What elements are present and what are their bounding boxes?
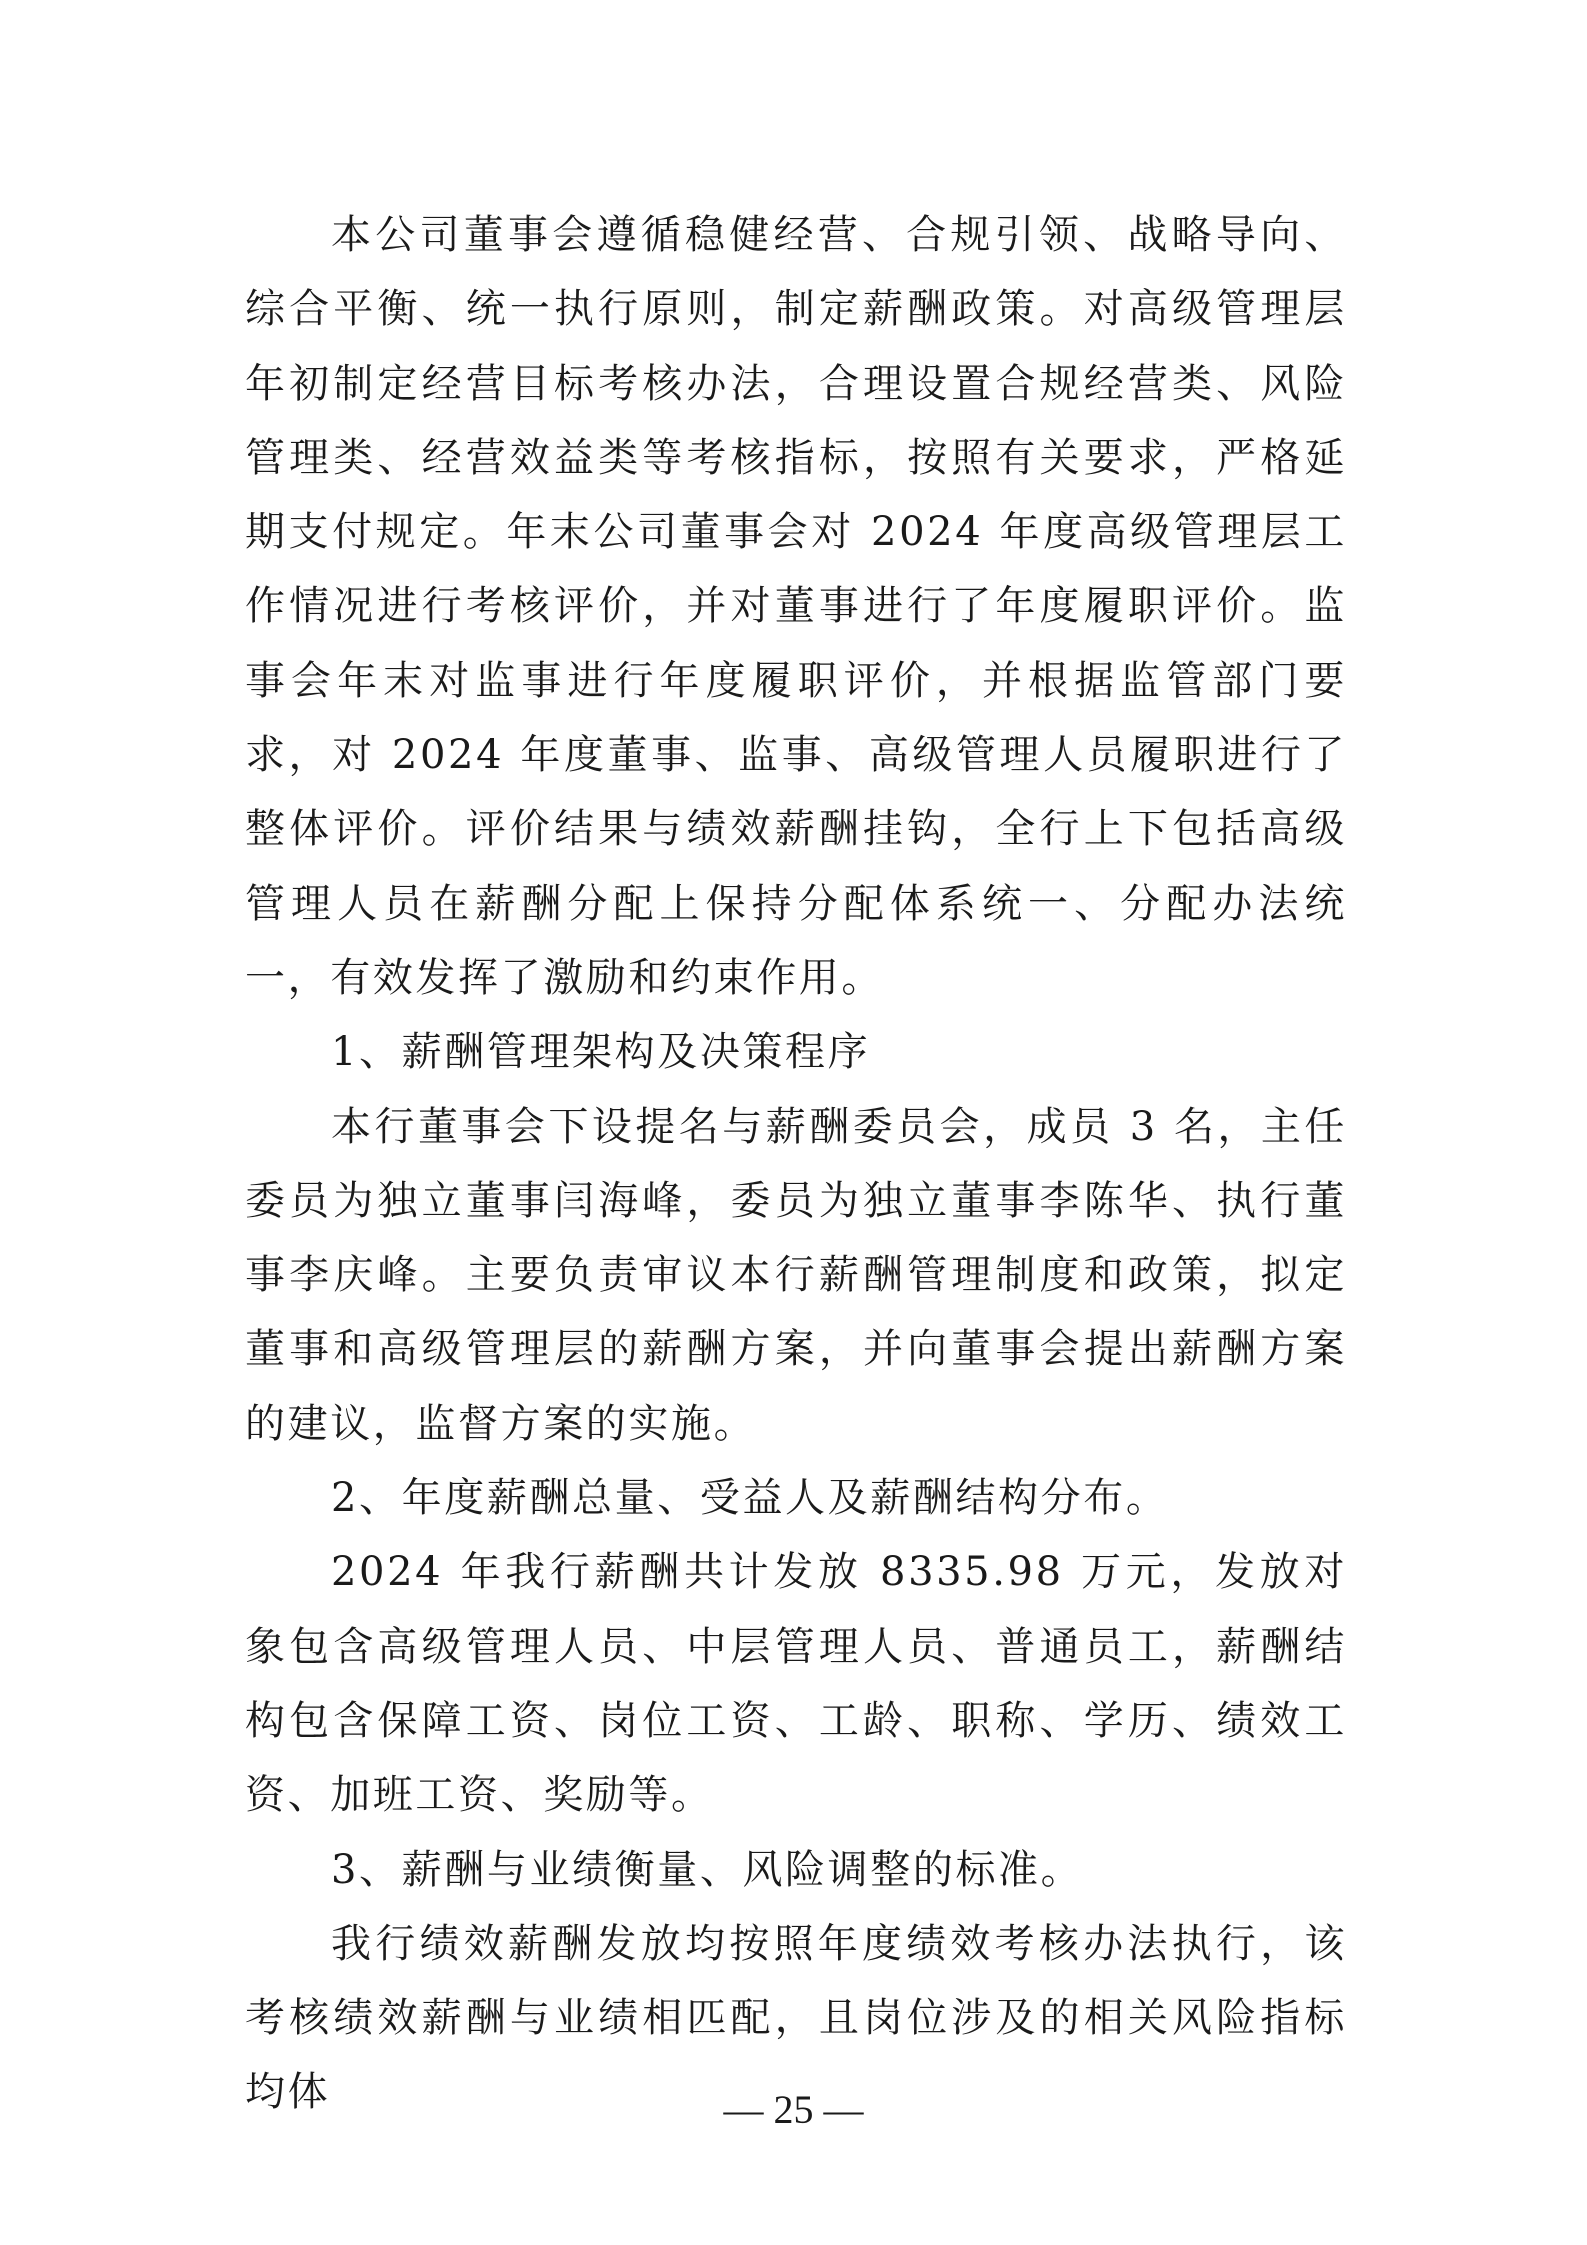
page-number: — 25 — xyxy=(723,2087,864,2132)
section-heading-3: 3、薪酬与业绩衡量、风险调整的标准。 xyxy=(331,1846,1084,1893)
paragraph-compensation-policy: 本公司董事会遵循稳健经营、合规引领、战略导向、综合平衡、统一执行原则，制定薪酬政策。对高级管理层年初制定经营目标考核办法，合理设置合规经营类、风险管理类、经营效益类等考核指标，按照有关要求，严格延期支付规定。年末公司董事会对 2024 年度高级管理层工作情况进行考核评价，并对董事进行了年度履职评价。监事会年末对监事进行年度履职评价，并根据监管部门要求，对 2024 年度董事、监事、高级管理人员履职进行了整体评价。评价结果与绩效薪酬挂钩，全行上下包括高级管理人员在薪酬分配上保持分配体系统一、分配办法统一，有效发挥了激励和约束作用。 xyxy=(245,212,1347,1001)
section-heading-1: 1、薪酬管理架构及决策程序 xyxy=(331,1029,871,1076)
paragraph-committee: 本行董事会下设提名与薪酬委员会，成员 3 名，主任委员为独立董事闫海峰，委员为独立董事李陈华、执行董事李庆峰。主要负责审议本行薪酬管理制度和政策，拟定董事和高级管理层的薪酬方案，并向董事会提出薪酬方案的建议，监督方案的实施。 xyxy=(245,1103,1347,1447)
paragraph-total-compensation: 2024 年我行薪酬共计发放 8335.98 万元，发放对象包含高级管理人员、中层管理人员、普通员工，薪酬结构包含保障工资、岗位工资、工龄、职称、学历、绩效工资、加班工资、奖励等。 xyxy=(245,1549,1347,1819)
section-heading-2: 2、年度薪酬总量、受益人及薪酬结构分布。 xyxy=(331,1475,1169,1522)
paragraph-performance: 我行绩效薪酬发放均按照年度绩效考核办法执行，该考核绩效薪酬与业绩相匹配，且岗位涉及的相关风险指标均体 xyxy=(245,1920,1347,2116)
body-text xyxy=(245,198,1347,2130)
